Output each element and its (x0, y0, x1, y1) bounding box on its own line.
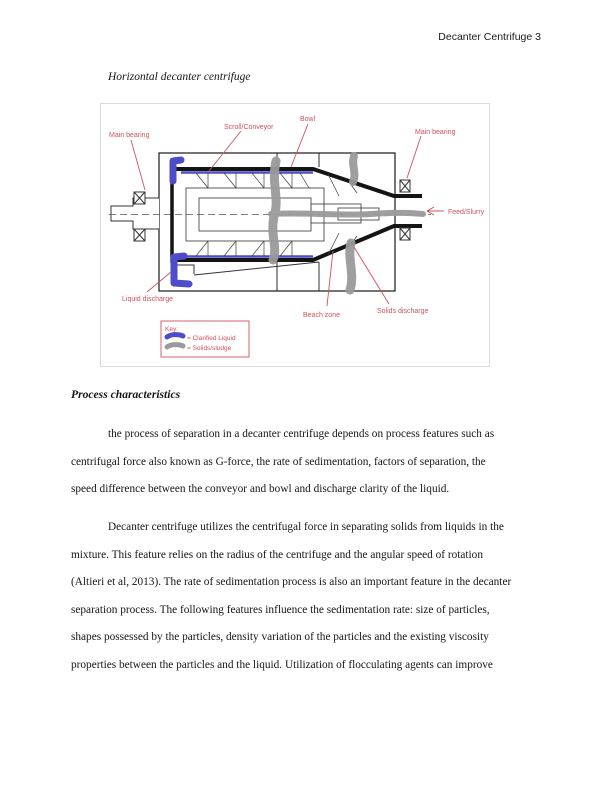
body-line: speed difference between the conveyor and bowl and discharge clarity of the liquid. (71, 483, 450, 496)
feed-arrow-icon (427, 207, 444, 215)
key-swatch-solids-sludge (167, 345, 183, 347)
label-beach-zone: Beach zone (303, 312, 340, 319)
paragraph-2 (71, 514, 511, 679)
diagram-key (161, 321, 249, 357)
casing-sump (173, 262, 319, 291)
label-feed-slurry: Feed/Slurry (448, 209, 485, 216)
label-scroll-conveyor: Scroll/Conveyor (224, 124, 274, 131)
body-line: separation process. The following features influence the sedimentation rate: size of particles, (71, 603, 490, 616)
body-line: properties between the particles and the liquid. Utilization of flocculating agents can improve (71, 658, 493, 671)
page-header-number: Decanter Centrifuge 3 (438, 31, 541, 43)
label-liquid-discharge: Liquid discharge (122, 296, 173, 303)
figure-title: Horizontal decanter centrifuge (108, 71, 251, 83)
label-main-bearing-right: Main bearing (415, 129, 456, 136)
paragraph-1 (71, 421, 494, 504)
section-heading: Process characteristics (71, 388, 181, 401)
body-line: centrifugal force also known as G-force, the rate of sedimentation, factors of separation, the (71, 455, 486, 468)
key-label-clarified: = Clarified Liquid (187, 335, 236, 342)
label-main-bearing-left: Main bearing (109, 132, 150, 139)
key-swatch-clarified-liquid (167, 335, 183, 337)
key-label-solids: = Solids/sludge (187, 345, 232, 352)
body-line: Decanter centrifuge utilizes the centrifugal force in separating solids from liquids in the (108, 521, 504, 533)
body-line: the process of separation in a decanter centrifuge depends on process features such as (108, 428, 495, 440)
decanter-centrifuge-figure (100, 103, 490, 367)
body-line: mixture. This feature relies on the radius of the centrifuge and the angular speed of rotation (71, 548, 483, 561)
decanter-diagram (101, 104, 489, 366)
body-line: (Altieri et al, 2013). The rate of sedimentation process is also an important feature in the decanter (71, 576, 512, 588)
label-solids-discharge: Solids discharge (377, 308, 429, 315)
body-line: shapes possessed by the particles, density variation of the particles and the existing viscosity (71, 631, 489, 643)
key-title: Key: (165, 326, 179, 333)
label-bowl: Bowl (300, 116, 316, 123)
